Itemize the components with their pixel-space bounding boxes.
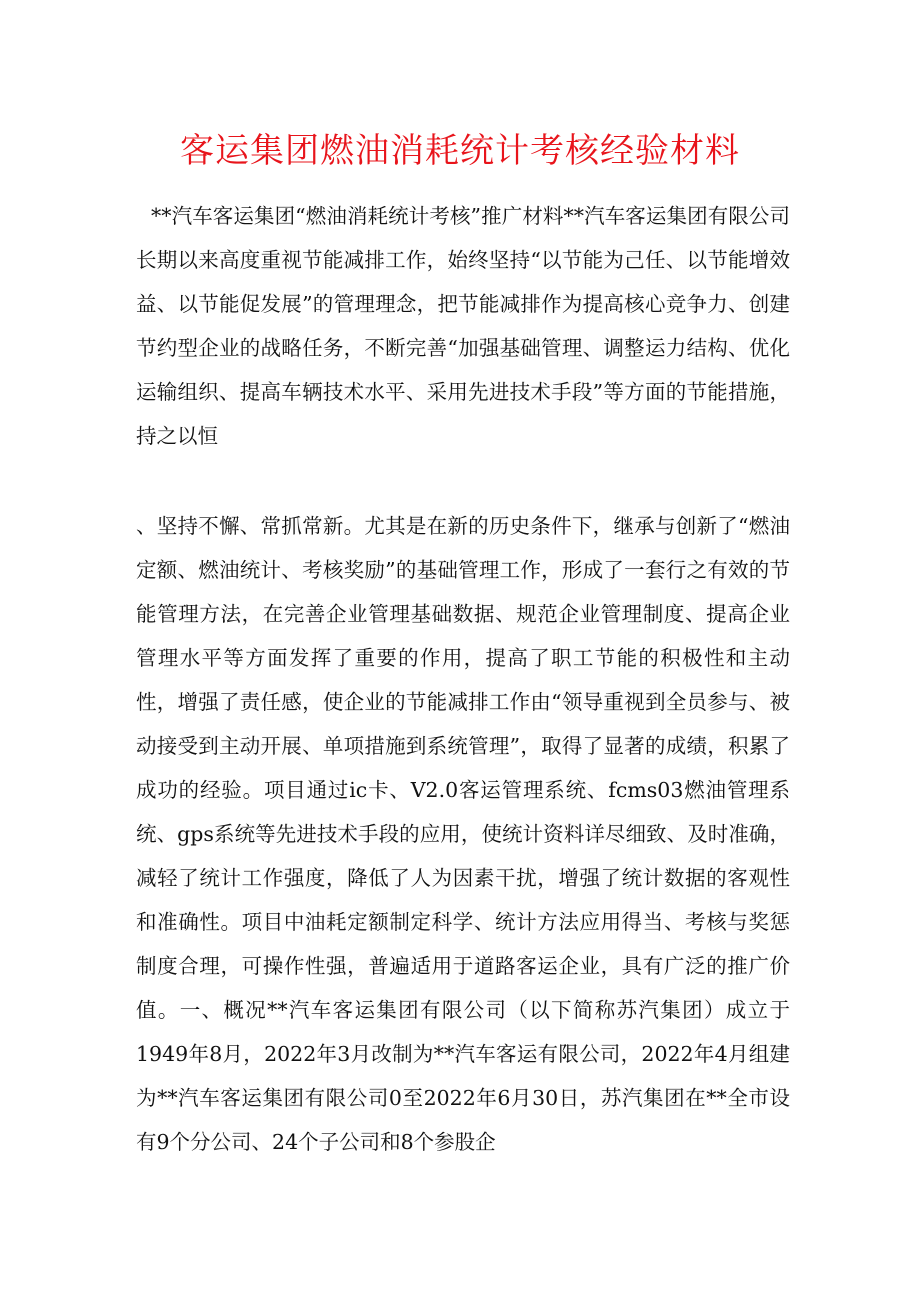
paragraph-1: **汽车客运集团“燃油消耗统计考核”推广材料**汽车客运集团有限公司长期以来高度重视节能减排工作，始终坚持“以节能为己任、以节能增效益、以节能促发展”的管理理念，把节能减排作为提高核心竞争力、创建节约型企业的战略任务，不断完善“加强基础管理、调整运力结构、优化运输组织、提高车辆技术水平、采用先进技术手段”等方面的节能措施，持之以恒: [136, 204, 790, 448]
paragraph-2: 、坚持不懈、常抓常新。尤其是在新的历史条件下，继承与创新了“燃油定额、燃油统计、考核奖励”的基础管理工作，形成了一套行之有效的节能管理方法，在完善企业管理基础数据、规范企业管理制度、提高企业管理水平等方面发挥了重要的作用，提高了职工节能的积极性和主动性，增强了责任感，使企业的节能减排工作由“领导重视到全员参与、被动接受到主动开展、单项措施到系统管理”，取得了显著的成绩，积累了成功的经验。项目通过ic卡、V2.0客运管理系统、fcms03燃油管理系统、gps系统等先进技术手段的应用，使统计资料详尽细致、及时准确，减轻了统计工作强度，降低了人为因素干扰，增强了统计数据的客观性和准确性。项目中油耗定额制定科学、统计方法应用得当、考核与奖惩制度合理，可操作性强，普遍适用于道路客运企业，具有广泛的推广价值。一、概况**汽车客运集团有限公司（以下简称苏汽集团）成立于1949年8月，2022年3月改制为**汽车客运有限公司，2022年4月组建为**汽车客运集团有限公司0至2022年6月30日，苏汽集团在**全市设有9个分公司、24个子公司和8个参股企: [136, 514, 790, 1154]
document-title: 客运集团燃油消耗统计考核经验材料: [180, 131, 740, 171]
